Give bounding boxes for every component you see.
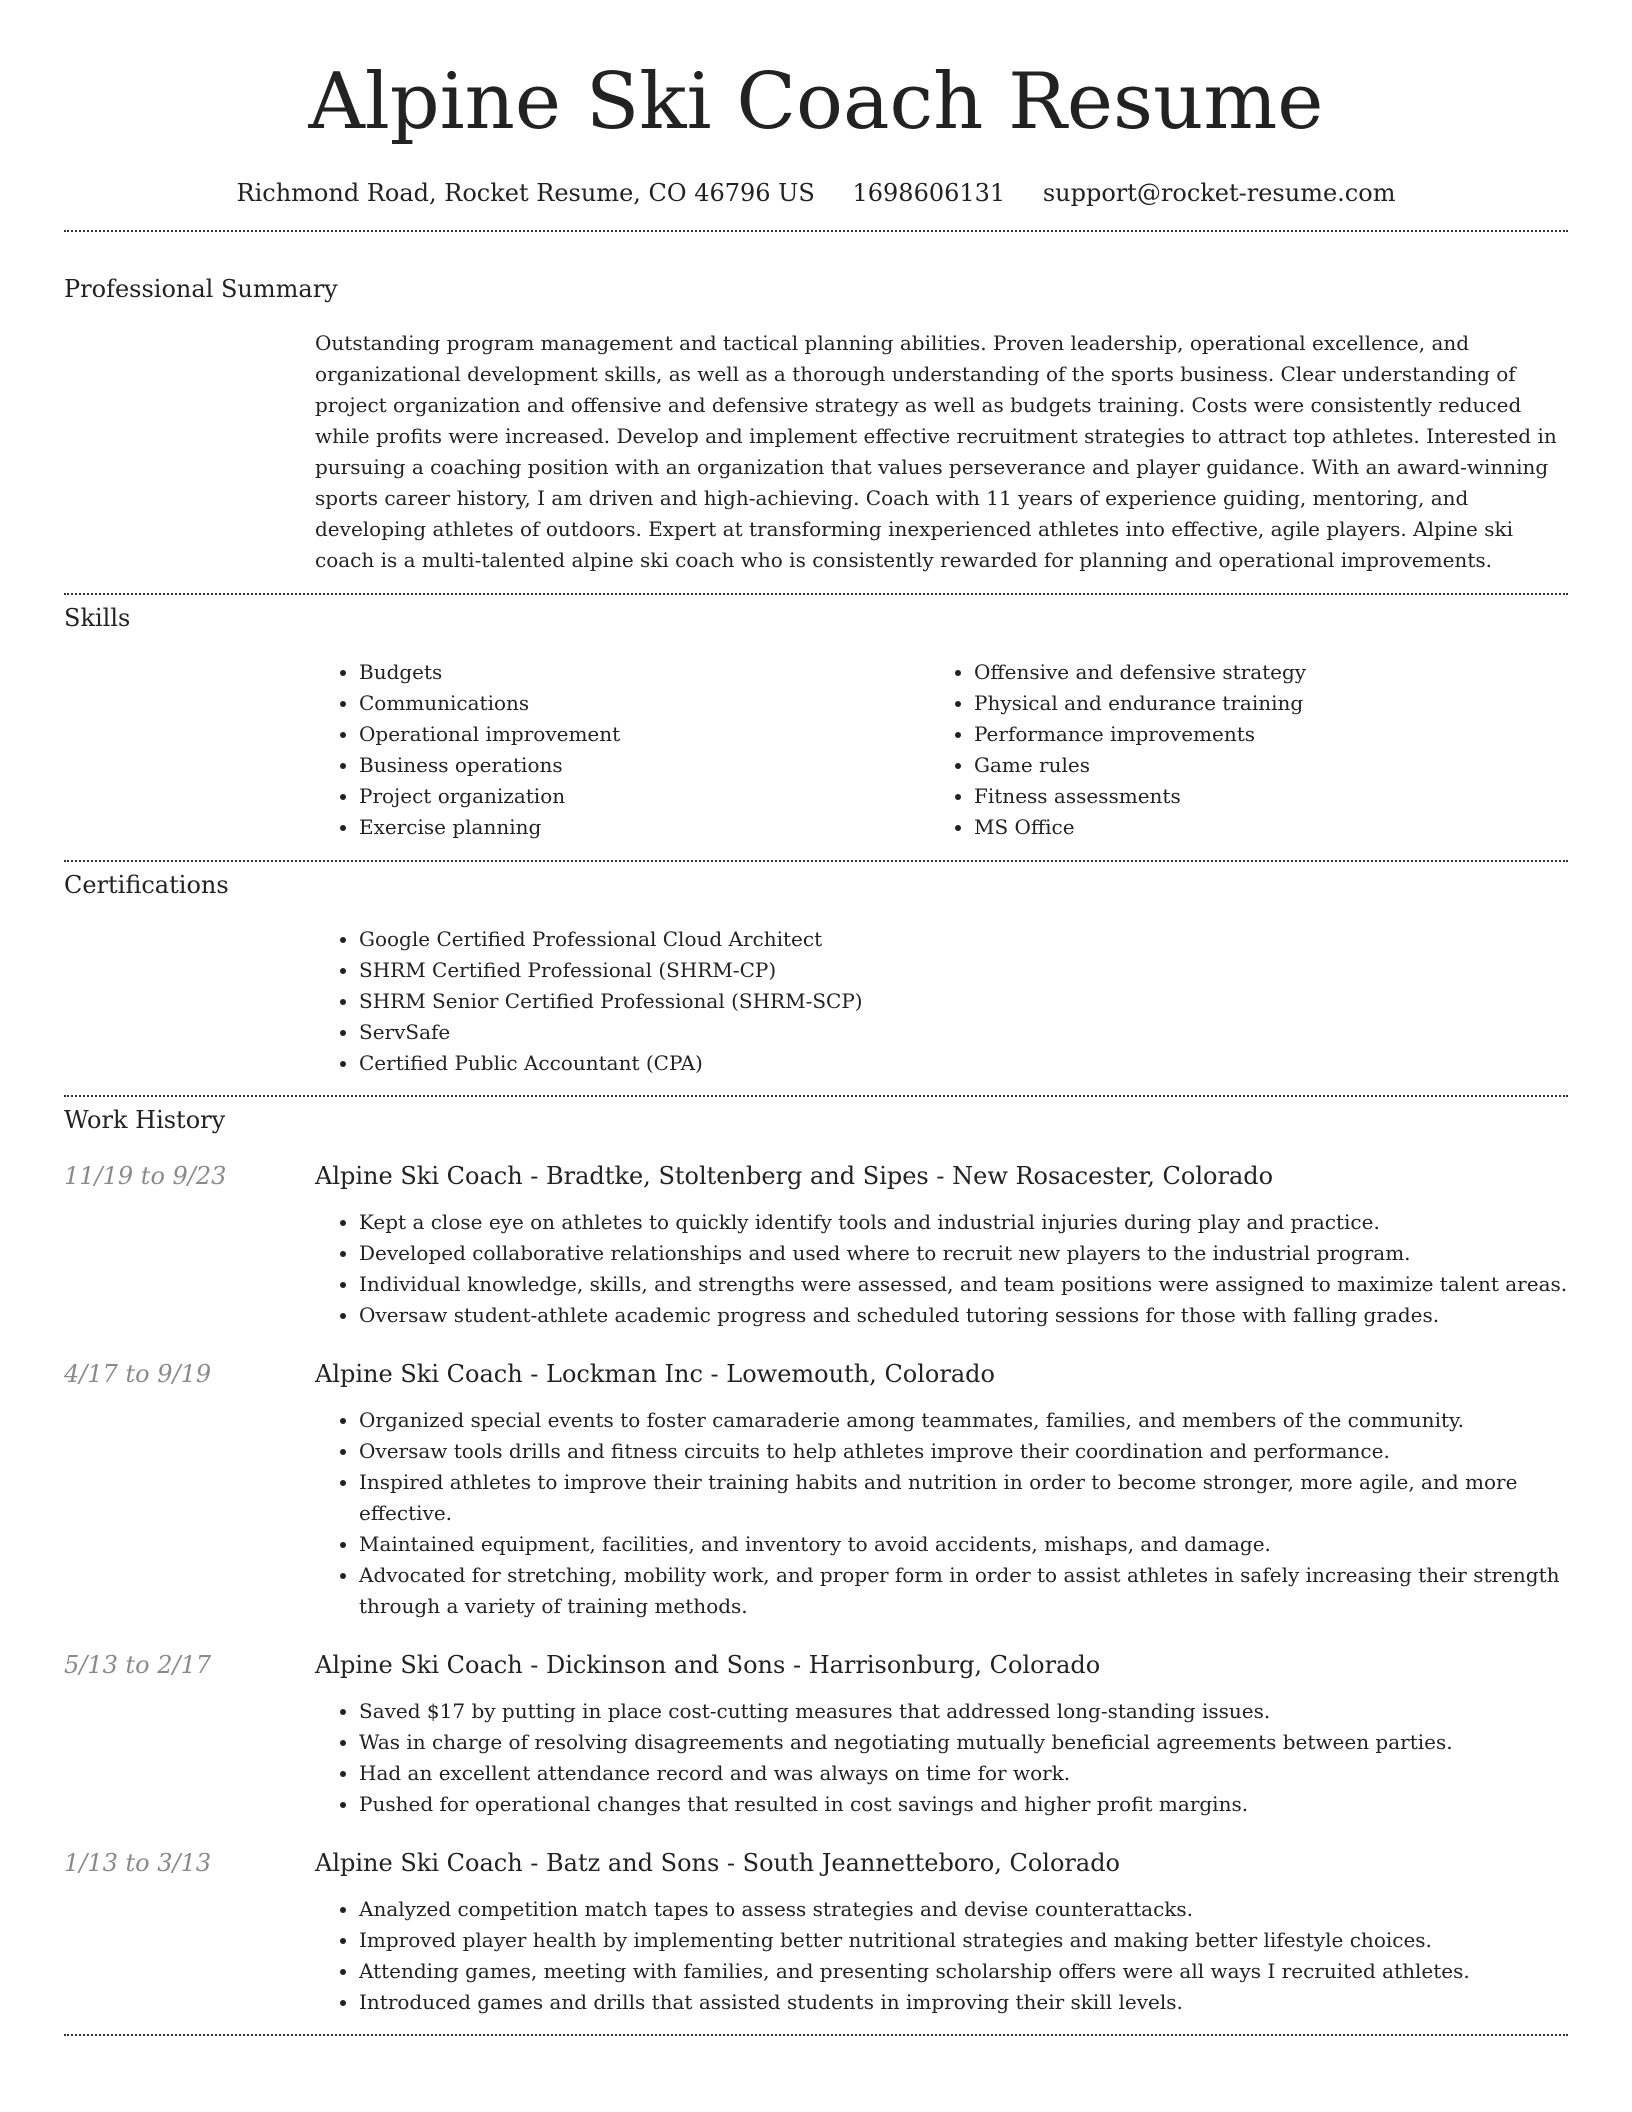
job-entry xyxy=(64,1359,1568,1622)
skill-item: • Communications xyxy=(359,688,930,719)
skills-section xyxy=(64,603,1568,843)
job-bullet: • Maintained equipment, facilities, and inventory to avoid accidents, mishaps, and damage. xyxy=(359,1529,1568,1560)
job-bullet: • Was in charge of resolving disagreements and negotiating mutually beneficial agreements between parties. xyxy=(359,1727,1568,1758)
job-header xyxy=(64,1359,1568,1389)
certification-item: • SHRM Senior Certified Professional (SHRM-SCP) xyxy=(359,986,1568,1017)
work-history-heading: Work History xyxy=(64,1106,226,1134)
job-bullets xyxy=(315,1894,1568,2018)
job-bullet: • Oversaw tools drills and fitness circuits to help athletes improve their coordination and performance. xyxy=(359,1436,1568,1467)
job-bullet: • Inspired athletes to improve their training habits and nutrition in order to become stronger, more agile, and more effective. xyxy=(359,1467,1568,1529)
job-bullet: • Organized special events to foster camaraderie among teammates, families, and members of the community. xyxy=(359,1405,1568,1436)
job-dates: 1/13 to 3/13 xyxy=(64,1849,212,1877)
job-bullet: • Oversaw student-athlete academic progress and scheduled tutoring sessions for those with falling grades. xyxy=(359,1300,1568,1331)
skills-heading: Skills xyxy=(64,604,131,632)
certifications-list xyxy=(315,924,1568,1079)
certifications-block xyxy=(315,924,1568,1079)
skill-item: • MS Office xyxy=(974,812,1545,843)
certifications-heading: Certifications xyxy=(64,871,229,899)
job-bullets-block xyxy=(315,1207,1568,1331)
certification-item: • SHRM Certified Professional (SHRM-CP) xyxy=(359,955,1568,986)
contact-phone: 1698606131 xyxy=(852,179,1006,207)
skills-list-left xyxy=(315,657,930,843)
section-divider xyxy=(64,230,1568,232)
job-title: Alpine Ski Coach - Lockman Inc - Lowemouth, Colorado xyxy=(315,1360,995,1388)
job-bullet: • Improved player health by implementing better nutritional strategies and making better lifestyle choices. xyxy=(359,1925,1568,1956)
job-dates: 11/19 to 9/23 xyxy=(64,1162,227,1190)
job-bullet: • Analyzed competition match tapes to assess strategies and devise counterattacks. xyxy=(359,1894,1568,1925)
skills-grid xyxy=(315,657,1568,843)
job-bullets-block xyxy=(315,1894,1568,2018)
skill-item: • Game rules xyxy=(974,750,1545,781)
contact-address: Richmond Road, Rocket Resume, CO 46796 US xyxy=(236,179,815,207)
summary-text: Outstanding program management and tactical planning abilities. Proven leadership, operational excellence, and organizational development skills, as well as a thorough understanding of the sports business. Clear understanding of project organization and offensive and defensive strategy as well as budgets training. Costs were consistently reduced while profits were increased. Develop and implement effective recruitment strategies to attract top athletes. Interested in pursuing a coaching position with an organization that values perseverance and player guidance. With an award-winning sports career history, I am driven and high-achieving. Coach with 11 years of experience guiding, mentoring, and developing athletes of outdoors. Expert at transforming inexperienced athletes into effective, agile players. Alpine ski coach is a multi-talented alpine ski coach who is consistently rewarded for planning and operational improvements. xyxy=(315,331,1557,572)
job-bullets-block xyxy=(315,1696,1568,1820)
job-bullets xyxy=(315,1207,1568,1331)
section-divider xyxy=(64,593,1568,595)
job-bullet: • Developed collaborative relationships and used where to recruit new players to the industrial program. xyxy=(359,1238,1568,1269)
job-bullet: • Saved $17 by putting in place cost-cutting measures that addressed long-standing issues. xyxy=(359,1696,1568,1727)
job-bullet: • Advocated for stretching, mobility work, and proper form in order to assist athletes in safely increasing their strength through a variety of training methods. xyxy=(359,1560,1568,1622)
job-dates: 5/13 to 2/17 xyxy=(64,1651,212,1679)
certification-item: • ServSafe xyxy=(359,1017,1568,1048)
job-bullet: • Pushed for operational changes that resulted in cost savings and higher profit margins. xyxy=(359,1789,1568,1820)
job-bullet: • Kept a close eye on athletes to quickly identify tools and industrial injuries during play and practice. xyxy=(359,1207,1568,1238)
skill-item: • Exercise planning xyxy=(359,812,930,843)
contact-email: support@rocket-resume.com xyxy=(1042,179,1396,207)
job-title: Alpine Ski Coach - Dickinson and Sons - Harrisonburg, Colorado xyxy=(315,1651,1101,1679)
job-title: Alpine Ski Coach - Batz and Sons - South Jeannetteboro, Colorado xyxy=(315,1849,1121,1877)
section-divider xyxy=(64,860,1568,862)
skill-item: • Offensive and defensive strategy xyxy=(974,657,1545,688)
job-header xyxy=(64,1161,1568,1191)
skill-item: • Budgets xyxy=(359,657,930,688)
skill-item: • Fitness assessments xyxy=(974,781,1545,812)
job-bullets xyxy=(315,1696,1568,1820)
skill-item: • Business operations xyxy=(359,750,930,781)
work-history-section xyxy=(64,1105,1568,2018)
job-entry xyxy=(64,1848,1568,2018)
certification-item: • Certified Public Accountant (CPA) xyxy=(359,1048,1568,1079)
job-bullet: • Individual knowledge, skills, and strengths were assessed, and team positions were assigned to maximize talent areas. xyxy=(359,1269,1568,1300)
skills-list-right xyxy=(930,657,1545,843)
job-header xyxy=(64,1650,1568,1680)
summary-heading: Professional Summary xyxy=(64,275,338,303)
certifications-section xyxy=(64,870,1568,1079)
certification-item: • Google Certified Professional Cloud Architect xyxy=(359,924,1568,955)
job-header xyxy=(64,1848,1568,1878)
job-bullet: • Introduced games and drills that assisted students in improving their skill levels. xyxy=(359,1987,1568,2018)
section-divider xyxy=(64,2034,1568,2036)
skills-column-left xyxy=(315,657,930,843)
jobs-list xyxy=(64,1161,1568,2018)
skill-item: • Performance improvements xyxy=(974,719,1545,750)
job-bullets xyxy=(315,1405,1568,1622)
summary-section xyxy=(64,274,1568,576)
job-title: Alpine Ski Coach - Bradtke, Stoltenberg and Sipes - New Rosacester, Colorado xyxy=(315,1162,1274,1190)
resume-page xyxy=(64,0,1568,2036)
job-bullet: • Attending games, meeting with families, and presenting scholarship offers were all ways I recruited athletes. xyxy=(359,1956,1568,1987)
section-divider xyxy=(64,1095,1568,1097)
skill-item: • Operational improvement xyxy=(359,719,930,750)
job-entry xyxy=(64,1161,1568,1331)
skill-item: • Project organization xyxy=(359,781,930,812)
contact-line xyxy=(64,178,1568,208)
resume-title: Alpine Ski Coach Resume xyxy=(308,57,1324,147)
skills-column-right xyxy=(930,657,1545,843)
job-entry xyxy=(64,1650,1568,1820)
job-dates: 4/17 to 9/19 xyxy=(64,1360,212,1388)
job-bullets-block xyxy=(315,1405,1568,1622)
job-bullet: • Had an excellent attendance record and was always on time for work. xyxy=(359,1758,1568,1789)
skill-item: • Physical and endurance training xyxy=(974,688,1545,719)
